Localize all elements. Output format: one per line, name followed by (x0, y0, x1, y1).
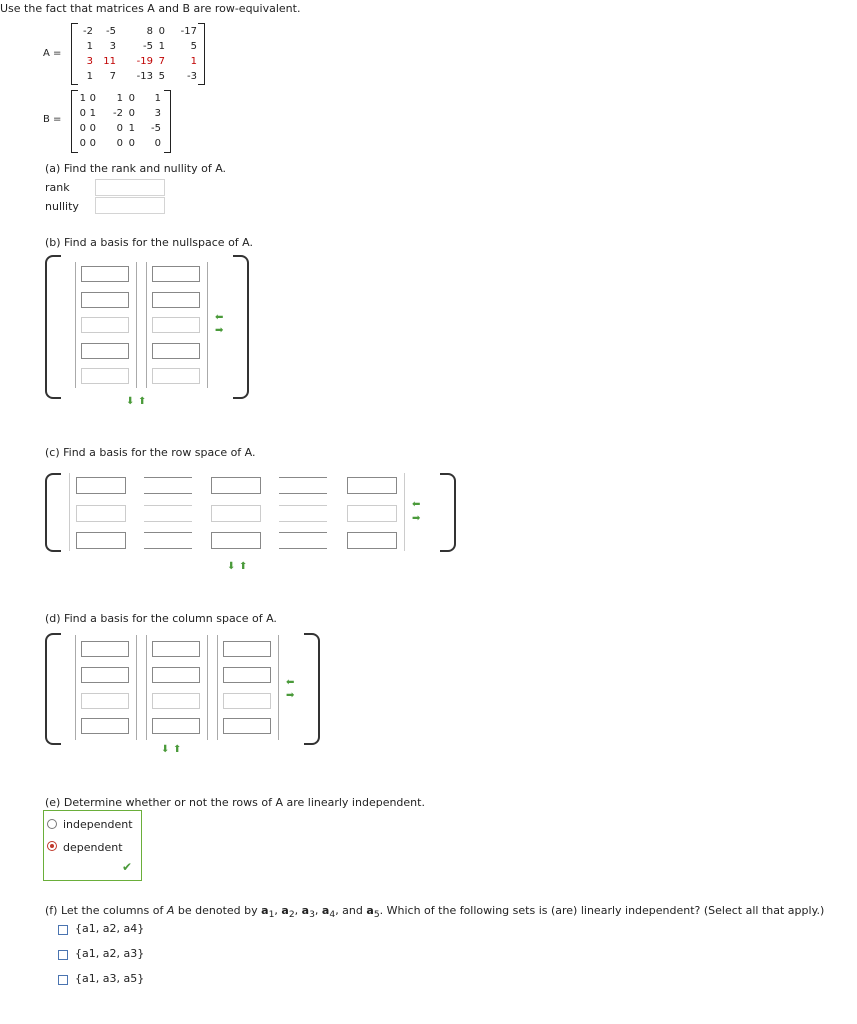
matrix-b-cell: 0 (128, 93, 135, 104)
matrix-b-cell: 0 (128, 108, 135, 119)
correct-check-icon: ✔ (122, 860, 133, 874)
matrix-a-cell: 5 (190, 41, 197, 52)
part-c-remove-row-icon[interactable]: ⬆ (239, 561, 248, 572)
colspace-v3-entry-4[interactable] (223, 718, 271, 734)
matrix-a-cell: 8 (146, 26, 153, 37)
rowspace-v3-entry-5[interactable] (347, 532, 397, 549)
matrix-a-label: A = (43, 48, 62, 59)
part-a-question: (a) Find the rank and nullity of A. (45, 162, 227, 175)
matrix-a-cell: -13 (136, 71, 153, 82)
rowspace-v1-entry-4[interactable] (279, 477, 327, 494)
part-d-add-row-icon[interactable]: ⬇ (161, 744, 170, 755)
nullity-input[interactable] (95, 197, 165, 214)
part-c-right-brace (440, 473, 456, 552)
matrix-b-cell: -5 (151, 123, 161, 134)
colspace-vector-2 (146, 635, 208, 740)
rowspace-v1-entry-1[interactable] (76, 477, 126, 494)
nullspace-v1-entry-1[interactable] (81, 266, 129, 282)
rowspace-v1-entry-5[interactable] (347, 477, 397, 494)
rowspace-v1-entry-3[interactable] (211, 477, 261, 494)
part-c-left-brace (45, 473, 61, 552)
rowspace-v2-entry-1[interactable] (76, 505, 126, 522)
rank-label: rank (45, 181, 70, 194)
matrix-b-cell: 0 (116, 138, 123, 149)
matrix-b-cell: 0 (154, 138, 161, 149)
nullspace-vector-2 (146, 262, 208, 388)
colspace-v2-entry-2[interactable] (152, 667, 200, 683)
colspace-v2-entry-1[interactable] (152, 641, 200, 657)
radio-independent[interactable] (47, 819, 57, 829)
matrix-a (71, 23, 205, 85)
part-b-remove-row-icon[interactable]: ⬆ (138, 396, 147, 407)
rowspace-v3-entry-4[interactable] (279, 532, 327, 549)
rowspace-v2-entry-4[interactable] (279, 505, 327, 522)
colspace-v3-entry-2[interactable] (223, 667, 271, 683)
rank-input[interactable] (95, 179, 165, 196)
matrix-b-cell: 3 (154, 108, 161, 119)
nullity-label: nullity (45, 200, 79, 213)
part-b-left-brace (45, 255, 61, 399)
nullspace-v1-entry-5[interactable] (81, 368, 129, 384)
part-d-remove-vector-icon[interactable]: ⬅ (286, 677, 295, 688)
set-1-label: {a1, a2, a4} (75, 922, 145, 935)
checkbox-set-1[interactable] (58, 925, 68, 935)
part-d-question: (d) Find a basis for the column space of A. (45, 612, 277, 625)
matrix-b-cell: 0 (89, 138, 96, 149)
matrix-b-cell: 0 (89, 93, 96, 104)
matrix-a-cell: -19 (136, 56, 153, 67)
nullspace-v2-entry-3[interactable] (152, 317, 200, 333)
nullspace-vector-1 (75, 262, 137, 388)
matrix-a-cell: -5 (106, 26, 116, 37)
matrix-b (71, 90, 171, 153)
matrix-b-cell: 0 (79, 123, 86, 134)
matrix-a-cell: -17 (180, 26, 197, 37)
part-b-right-brace (233, 255, 249, 399)
matrix-b-cell: 1 (89, 108, 96, 119)
nullspace-v1-entry-4[interactable] (81, 343, 129, 359)
matrix-b-cell: 0 (128, 138, 135, 149)
part-f-question: (f) Let the columns of A be denoted by $a_1$, $a_2$, $a_3$, $a_4$, and $a_5$. Which of the following sets is (are) linearly independent? (Select all that apply.) (45, 904, 825, 921)
nullspace-v2-entry-2[interactable] (152, 292, 200, 308)
matrix-b-cell: 0 (79, 108, 86, 119)
matrix-a-right-bracket (198, 23, 205, 85)
part-b-question: (b) Find a basis for the nullspace of A. (45, 236, 253, 249)
part-d-right-brace (304, 633, 320, 745)
matrix-b-cell: 1 (154, 93, 161, 104)
matrix-b-cell: 0 (79, 138, 86, 149)
matrix-a-cell: 1 (86, 71, 93, 82)
part-b-remove-vector-icon[interactable]: ⬅ (215, 312, 224, 323)
colspace-v2-entry-4[interactable] (152, 718, 200, 734)
rowspace-v3-entry-1[interactable] (76, 532, 126, 549)
radio-dependent[interactable] (47, 841, 57, 851)
matrix-a-cell: 5 (158, 71, 165, 82)
matrix-b-cell: -2 (113, 108, 123, 119)
rowspace-v2-entry-5[interactable] (347, 505, 397, 522)
part-b-add-row-icon[interactable]: ⬇ (126, 396, 135, 407)
part-b-add-vector-icon[interactable]: ➡ (215, 325, 224, 336)
rowspace-v3-entry-3[interactable] (211, 532, 261, 549)
part-c-question: (c) Find a basis for the row space of A. (45, 446, 256, 459)
matrix-b-cell: 1 (79, 93, 86, 104)
part-e-question: (e) Determine whether or not the rows of A are linearly independent. (45, 796, 425, 809)
nullspace-v1-entry-2[interactable] (81, 292, 129, 308)
checkbox-set-3[interactable] (58, 975, 68, 985)
set-2-label: {a1, a2, a3} (75, 947, 145, 960)
option-dependent-label: dependent (63, 841, 123, 854)
colspace-v3-entry-1[interactable] (223, 641, 271, 657)
rowspace-v3-entry-2[interactable] (144, 532, 192, 549)
nullspace-v1-entry-3[interactable] (81, 317, 129, 333)
matrix-b-cell: 0 (89, 123, 96, 134)
matrix-b-cell: 1 (116, 93, 123, 104)
colspace-v3-entry-3[interactable] (223, 693, 271, 709)
part-c-add-vector-icon[interactable]: ➡ (412, 513, 421, 524)
rowspace-v2-entry-2[interactable] (144, 505, 192, 522)
matrix-a-cell: 7 (109, 71, 116, 82)
matrix-a-cell: 11 (103, 56, 116, 67)
matrix-b-cell: 1 (128, 123, 135, 134)
matrix-a-cell: -3 (187, 71, 197, 82)
matrix-b-right-bracket (164, 90, 171, 153)
colspace-v1-entry-1[interactable] (81, 641, 129, 657)
matrix-a-cell: -2 (83, 26, 93, 37)
matrix-a-cell: 3 (86, 56, 93, 67)
matrix-b-label: B = (43, 114, 62, 125)
part-c-remove-vector-icon[interactable]: ⬅ (412, 499, 421, 510)
intro-text: Use the fact that matrices A and B are row-equivalent. (0, 2, 301, 15)
rowspace-v1-entry-2[interactable] (144, 477, 192, 494)
part-d-left-brace (45, 633, 61, 745)
matrix-a-cell: 1 (86, 41, 93, 52)
matrix-a-cell: -5 (143, 41, 153, 52)
set-3-label: {a1, a3, a5} (75, 972, 145, 985)
checkbox-set-2[interactable] (58, 950, 68, 960)
nullspace-v2-entry-5[interactable] (152, 368, 200, 384)
matrix-a-cell: 1 (190, 56, 197, 67)
part-c-add-row-icon[interactable]: ⬇ (227, 561, 236, 572)
rowspace-v2-entry-3[interactable] (211, 505, 261, 522)
matrix-b-cell: 0 (116, 123, 123, 134)
matrix-a-cell: 7 (158, 56, 165, 67)
matrix-a-cell: 1 (158, 41, 165, 52)
colspace-v1-entry-3[interactable] (81, 693, 129, 709)
colspace-v1-entry-2[interactable] (81, 667, 129, 683)
option-independent-label: independent (63, 818, 133, 831)
colspace-v2-entry-3[interactable] (152, 693, 200, 709)
matrix-a-cell: 0 (158, 26, 165, 37)
part-d-add-vector-icon[interactable]: ➡ (286, 690, 295, 701)
nullspace-v2-entry-4[interactable] (152, 343, 200, 359)
colspace-v1-entry-4[interactable] (81, 718, 129, 734)
part-d-remove-row-icon[interactable]: ⬆ (173, 744, 182, 755)
nullspace-v2-entry-1[interactable] (152, 266, 200, 282)
colspace-vector-1 (75, 635, 137, 740)
colspace-vector-3 (217, 635, 279, 740)
matrix-a-cell: 3 (109, 41, 116, 52)
